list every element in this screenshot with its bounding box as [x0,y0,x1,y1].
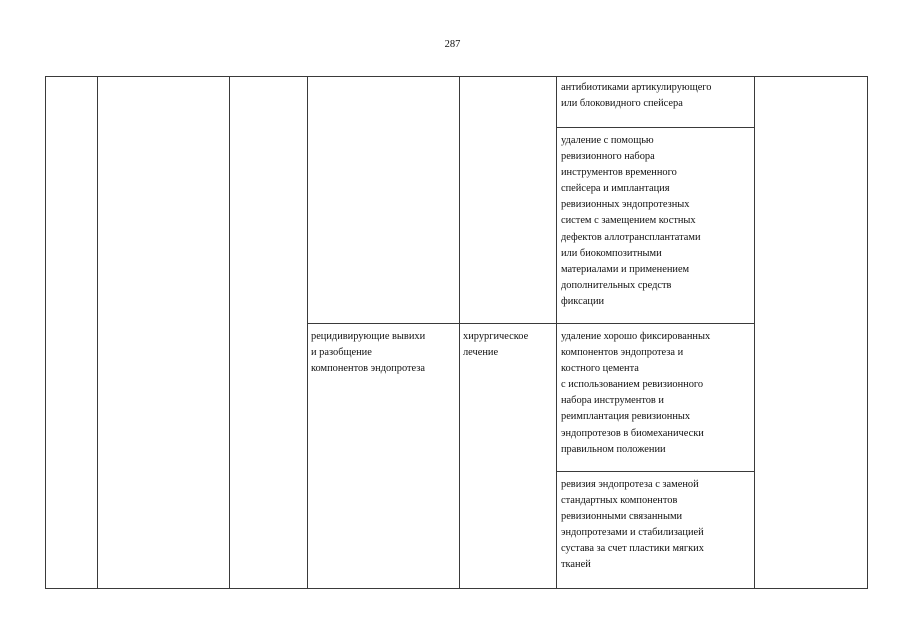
diagnosis-cell: рецидивирующие вывихи и разобщение компонентов эндопротеза [311,331,426,375]
table-bottom-border [45,588,868,589]
column-border [867,76,868,589]
column-border [459,76,460,589]
column-border [754,76,755,589]
treatment-method-cell: удаление с помощью ревизионного набора инструментов временного спейсера и имплантация ревизионных эндопротезных систем с замещением костных дефектов аллотрансплантатами или биокомпозитными материалами и применением дополнительных средств фиксации [561,135,701,307]
table-top-border [45,76,868,77]
method-row-divider [556,127,755,128]
column-border [45,76,46,589]
method-row-divider [556,471,755,472]
column-border [97,76,98,589]
treatment-type-cell: хирургическое лечение [463,331,529,359]
page-number: 287 [444,39,461,50]
treatment-method-cell: антибиотиками артикулирующего или блоковидного спейсера [561,82,712,110]
row-divider [307,323,755,324]
column-border [307,76,308,589]
treatment-method-cell: удаление хорошо фиксированных компонентов эндопротеза и костного цемента с использованием ревизионного набора инструментов и реимплантация ревизионных эндопротезов в биомеханически правильном положении [561,331,711,455]
treatment-method-cell: ревизия эндопротеза с заменой стандартных компонентов ревизионными связанными эндопротезами и стабилизацией сустава за счет пластики мягких тканей [561,479,704,571]
column-border [229,76,230,589]
column-border [556,76,557,589]
